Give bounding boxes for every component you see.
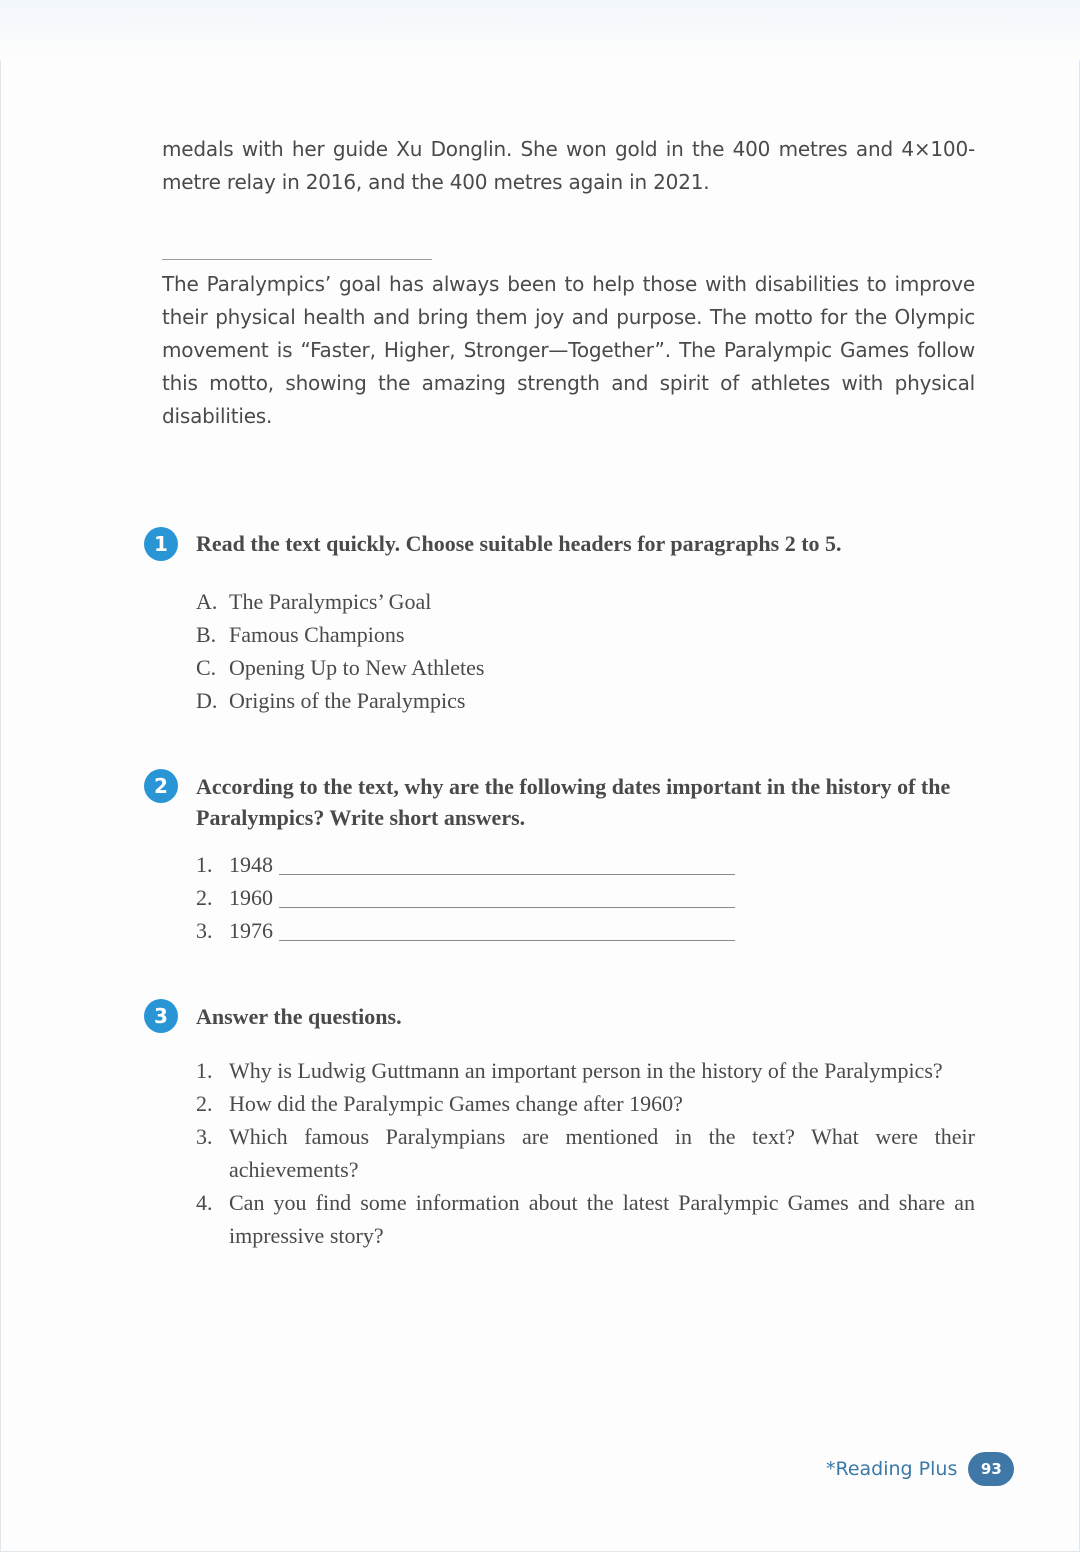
activity-3-instruction: Answer the questions. bbox=[196, 1004, 402, 1029]
header-option: D. Origins of the Paralympics bbox=[196, 688, 466, 713]
paragraph-header-blank bbox=[162, 259, 432, 260]
page-top-edge bbox=[0, 0, 1080, 60]
header-options-list bbox=[196, 585, 484, 717]
date-answer-list bbox=[196, 848, 735, 947]
date-answer-row: 3. 1976 bbox=[196, 914, 735, 947]
question-item: 3. Which famous Paralympians are mentioned in the text? What were their achievements? bbox=[196, 1124, 975, 1182]
header-option: C. Opening Up to New Athletes bbox=[196, 655, 485, 680]
activity-2-number-badge: 2 bbox=[144, 769, 178, 803]
comprehension-questions-list bbox=[196, 1054, 975, 1252]
activity-2-instruction: According to the text, why are the following dates important in the history of the Paralympics? Write short answers. bbox=[196, 774, 951, 830]
passage-final-paragraph: The Paralympics’ goal has always been to help those with disabilities to improve their physical health and bring them joy and purpose. The motto for the Olympic movement is “Faster, Higher, Stronger—Together”. The Paralympic Games follow this motto, showing the amazing strength and spirit of athletes with physical disabilities. bbox=[162, 272, 975, 428]
question-item: 1. Why is Ludwig Guttmann an important person in the history of the Paralympics? bbox=[196, 1058, 943, 1083]
answer-blank-1960[interactable] bbox=[279, 906, 735, 908]
answer-blank-1976[interactable] bbox=[279, 939, 735, 941]
activity-1-instruction: Read the text quickly. Choose suitable headers for paragraphs 2 to 5. bbox=[196, 531, 842, 556]
header-option: B. Famous Champions bbox=[196, 622, 405, 647]
page-number-badge: 93 bbox=[968, 1452, 1014, 1486]
question-item: 4. Can you find some information about the latest Paralympic Games and share an impressive story? bbox=[196, 1190, 975, 1248]
date-answer-row: 2. 1960 bbox=[196, 881, 735, 914]
answer-blank-1948[interactable] bbox=[279, 873, 735, 875]
activity-1-number-badge: 1 bbox=[144, 527, 178, 561]
header-option: A. The Paralympics’ Goal bbox=[196, 589, 432, 614]
section-label: *Reading Plus bbox=[826, 1458, 958, 1480]
passage-continuation: medals with her guide Xu Donglin. She won gold in the 400 metres and 4×100-metre relay in 2016, and the 400 metres again in 2021. bbox=[162, 137, 975, 194]
question-item: 2. How did the Paralympic Games change after 1960? bbox=[196, 1091, 683, 1116]
date-answer-row: 1. 1948 bbox=[196, 848, 735, 881]
activity-3-number-badge: 3 bbox=[144, 999, 178, 1033]
page-footer bbox=[826, 1452, 1014, 1486]
